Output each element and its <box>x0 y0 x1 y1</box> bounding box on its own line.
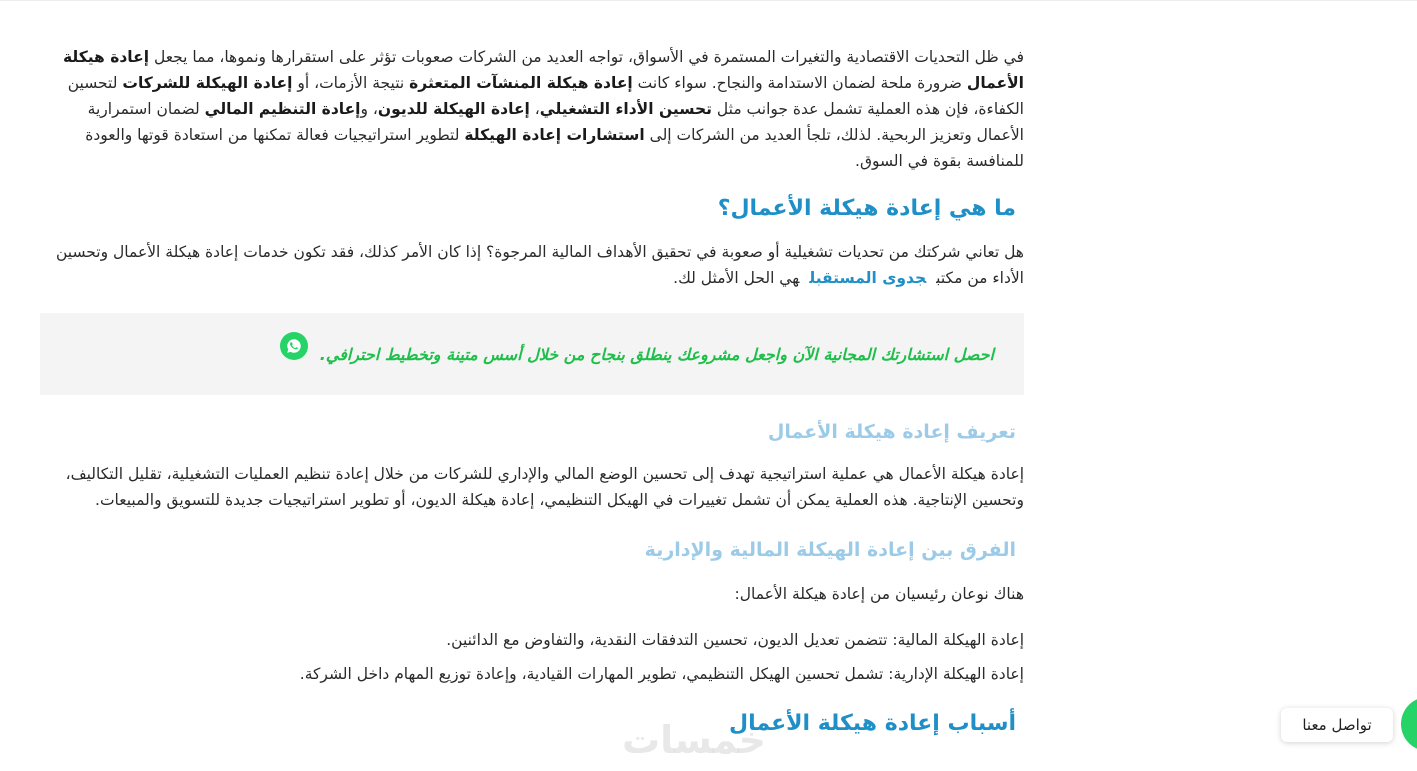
intro-keyword: إعادة الهيكلة للديون <box>377 100 530 118</box>
consultation-cta-box[interactable] <box>40 313 1024 395</box>
heading-difference: الفرق بين إعادة الهيكلة المالية والإدارية <box>644 539 1016 561</box>
whatsapp-chat-button[interactable] <box>1401 697 1417 751</box>
what-paragraph: هل تعاني شركتك من تحديات تشغيلية أو صعوبة في تحقيق الأهداف المالية المرجوة؟ إذا كان الأمر كذلك، فقد تكون خدمات إعادة هيكلة الأعمال وتحسين الأداء من مكتبجدوى المستقبلهي الحل الأمثل لك. <box>55 243 1024 287</box>
top-divider <box>0 0 1417 1</box>
difference-intro: هناك نوعان رئيسيان من إعادة هيكلة الأعمال: <box>734 585 1024 603</box>
heading-definition: تعريف إعادة هيكلة الأعمال <box>767 421 1016 443</box>
article-content <box>40 30 1024 736</box>
whatsapp-icon[interactable] <box>280 332 308 360</box>
intro-keyword: إعادة التنظيم المالي <box>204 100 361 118</box>
heading-what-is-restructuring: ما هي إعادة هيكلة الأعمال؟ <box>717 196 1016 221</box>
administrative-restructuring-item: إعادة الهيكلة الإدارية: تشمل تحسين الهيكل التنظيمي، تطوير المهارات القيادية، وإعادة توزيع المهام داخل الشركة. <box>299 665 1024 683</box>
contact-us-label: تواصل معنا <box>1302 716 1372 734</box>
intro-keyword: إعادة الهيكلة للشركات <box>122 74 293 92</box>
heading-causes: أسباب إعادة هيكلة الأعمال <box>728 711 1016 736</box>
intro-paragraph: في ظل التحديات الاقتصادية والتغيرات المستمرة في الأسواق، تواجه العديد من الشركات صعوبات تؤثر على استقرارها ونموها، مما يجعل إعادة هيكلة الأعمال ضرورة ملحة لضمان الاستدامة والنجاح. سواء كانت إعادة هيكلة المنشآت المتعثرة نتيجة الأزمات، أو إعادة الهيكلة للشركات لتحسين الكفاءة، فإن هذه العملية تشمل عدة جوانب مثل تحسين الأداء التشغيلي، إعادة الهيكلة للديون، وإعادة التنظيم المالي لضمان استمرارية الأعمال وتعزيز الربحية. لذلك، تلجأ العديد من الشركات إلى استشارات إعادة الهيكلة لتطوير استراتيجيات فعالة تمكنها من استعادة قوتها والعودة للمنافسة بقوة في السوق. <box>62 48 1024 170</box>
financial-restructuring-item: إعادة الهيكلة المالية: تتضمن تعديل الديون، تحسين التدفقات النقدية، والتفاوض مع الدائنين. <box>446 631 1024 649</box>
intro-keyword: تحسين الأداء التشغيلي <box>539 100 712 118</box>
definition-paragraph: إعادة هيكلة الأعمال هي عملية استراتيجية تهدف إلى تحسين الوضع المالي والإداري للشركات من خلال إعادة تنظيم العمليات التشغيلية، تقليل التكاليف، وتحسين الإنتاجية. هذه العملية يمكن أن تشمل تغييرات في الهيكل التنظيمي، إعادة هيكلة الديون، أو تطوير استراتيجيات جديدة للتسويق والمبيعات. <box>65 465 1024 509</box>
intro-keyword: استشارات إعادة الهيكلة <box>464 126 645 144</box>
cta-text: احصل استشارتك المجانية الآن واجعل مشروعك ينطلق بنجاح من خلال أسس متينة وتخطيط احترافي. <box>319 344 994 364</box>
khamsat-watermark: خمسات <box>622 718 766 762</box>
intro-keyword: إعادة هيكلة المنشآت المتعثرة <box>409 74 633 92</box>
brand-link[interactable]: جدوى المستقبل <box>809 269 927 287</box>
contact-us-button[interactable] <box>1281 708 1393 742</box>
intro-keyword: إعادة هيكلة الأعمال <box>62 48 1024 92</box>
